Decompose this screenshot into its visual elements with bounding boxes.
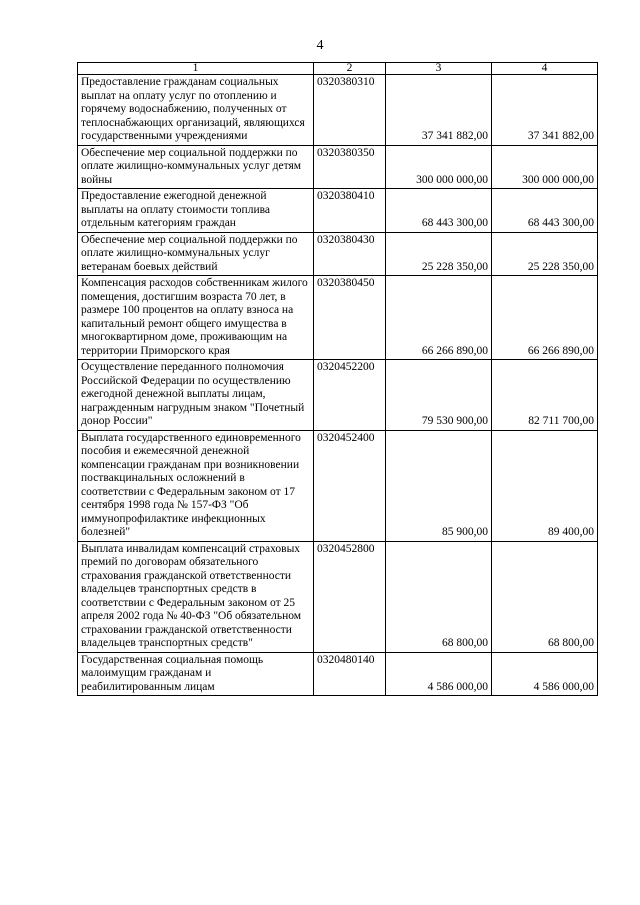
row-value-4: 89 400,00 (492, 430, 598, 541)
row-name: Предоставление гражданам социальных выплат на оплату услуг по отоплению и горячему водоснабжению, полученных от теплоснабжающих организаций, являющихся государственными учреждениями (78, 75, 314, 146)
row-value-3: 300 000 000,00 (386, 145, 492, 189)
table-row (78, 75, 598, 146)
row-code: 0320380310 (314, 75, 386, 146)
row-name: Компенсация расходов собственникам жилого помещения, достигшим возраста 70 лет, в размере 100 процентов на оплату взноса на капитальный ремонт общего имущества в многоквартирном доме, проживающим на территории Приморского края (78, 276, 314, 360)
row-value-4: 4 586 000,00 (492, 652, 598, 696)
row-name: Выплата государственного единовременного пособия и ежемесячной денежной компенсации гражданам при возникновении поствакцинальных осложнений в соответствии с Федеральным законом от 17 сентября 1998 года № 157-ФЗ "Об иммунопрофилактике инфекционных болезней" (78, 430, 314, 541)
budget-table (77, 62, 598, 696)
table-row (78, 232, 598, 276)
column-header-2: 2 (314, 63, 386, 75)
row-value-3: 68 443 300,00 (386, 189, 492, 233)
table-row (78, 430, 598, 541)
row-code: 0320452200 (314, 360, 386, 431)
row-code: 0320380450 (314, 276, 386, 360)
table-row (78, 360, 598, 431)
row-value-3: 68 800,00 (386, 541, 492, 652)
header-row (78, 63, 598, 75)
row-value-4: 68 443 300,00 (492, 189, 598, 233)
row-value-3: 66 266 890,00 (386, 276, 492, 360)
table-row (78, 145, 598, 189)
row-value-3: 37 341 882,00 (386, 75, 492, 146)
row-code: 0320452800 (314, 541, 386, 652)
row-value-4: 82 711 700,00 (492, 360, 598, 431)
row-value-3: 85 900,00 (386, 430, 492, 541)
row-name: Государственная социальная помощь малоимущим гражданам и реабилитированным лицам (78, 652, 314, 696)
row-value-3: 25 228 350,00 (386, 232, 492, 276)
row-value-4: 25 228 350,00 (492, 232, 598, 276)
column-header-3: 3 (386, 63, 492, 75)
row-code: 0320380350 (314, 145, 386, 189)
row-name: Обеспечение мер социальной поддержки по оплате жилищно-коммунальных услуг ветеранам боевых действий (78, 232, 314, 276)
row-name: Предоставление ежегодной денежной выплаты на оплату стоимости топлива отдельным категориям граждан (78, 189, 314, 233)
row-value-3: 4 586 000,00 (386, 652, 492, 696)
table-body (78, 75, 598, 696)
row-value-4: 68 800,00 (492, 541, 598, 652)
column-header-1: 1 (78, 63, 314, 75)
table-header (78, 63, 598, 75)
row-name: Обеспечение мер социальной поддержки по оплате жилищно-коммунальных услуг детям войны (78, 145, 314, 189)
row-value-4: 300 000 000,00 (492, 145, 598, 189)
table-row (78, 541, 598, 652)
row-code: 0320452400 (314, 430, 386, 541)
page-number: 4 (316, 38, 324, 53)
row-value-3: 79 530 900,00 (386, 360, 492, 431)
table-row (78, 652, 598, 696)
row-code: 0320380430 (314, 232, 386, 276)
table-row (78, 189, 598, 233)
row-name: Выплата инвалидам компенсаций страховых премий по договорам обязательного страхования гражданской ответственности владельцев транспортных средств в соответствии с Федеральным законом от 25 апреля 2002 года № 40-ФЗ "Об обязательном страховании гражданской ответственности владельцев транспортных средств" (78, 541, 314, 652)
row-value-4: 37 341 882,00 (492, 75, 598, 146)
row-name: Осуществление переданного полномочия Российской Федерации по осуществлению ежегодной денежной выплаты лицам, награжденным нагрудным знаком "Почетный донор России" (78, 360, 314, 431)
table-row (78, 276, 598, 360)
row-code: 0320480140 (314, 652, 386, 696)
row-code: 0320380410 (314, 189, 386, 233)
column-header-4: 4 (492, 63, 598, 75)
row-value-4: 66 266 890,00 (492, 276, 598, 360)
